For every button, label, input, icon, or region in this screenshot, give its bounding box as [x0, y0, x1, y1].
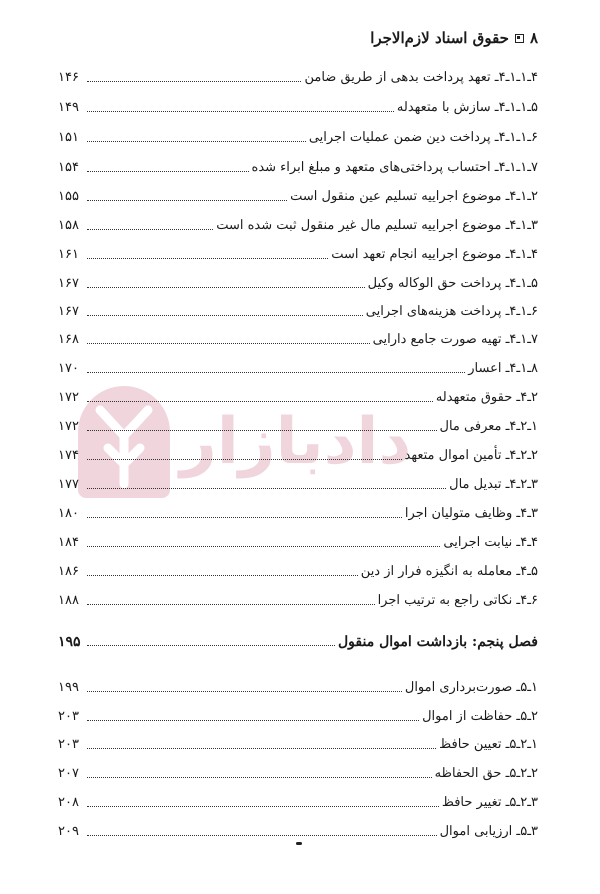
toc-page: ۱۶۷ — [58, 276, 79, 291]
toc-row[interactable] — [58, 413, 538, 435]
running-title: حقوق اسناد لازم‌الاجرا — [370, 29, 509, 47]
leader-dots — [87, 199, 287, 201]
toc-row[interactable] — [58, 731, 538, 753]
toc-page: ۱۵۱ — [58, 130, 79, 145]
toc-page: ۱۵۴ — [58, 160, 79, 175]
toc-title: ۳ـ۴ـ وظایف متولیان اجرا — [404, 506, 538, 521]
toc-chapter-title: فصل پنجم: بازداشت اموال منقول — [338, 634, 538, 650]
leader-dots — [87, 458, 402, 460]
toc-row[interactable] — [58, 270, 538, 292]
toc-title: ۶ـ۴ـ نکاتی راجع به ترتیب اجرا — [377, 593, 538, 608]
toc-page: ۱۶۷ — [58, 304, 79, 319]
toc-title: ۷ـ۱ـ۱ـ۴ـ احتساب پرداختی‌های متعهد و مبلغ ابراء شده — [251, 160, 538, 175]
toc-row[interactable] — [58, 326, 538, 348]
toc-page: ۲۰۹ — [58, 824, 79, 839]
toc-row[interactable] — [58, 94, 538, 116]
leader-dots — [87, 603, 375, 605]
page-number: ۸ — [529, 29, 538, 47]
toc-page: ۱۷۲ — [58, 390, 79, 405]
toc-row[interactable] — [58, 442, 538, 464]
toc-title: ۵ـ۱ـ۴ـ پرداخت حق الوکاله وکیل — [367, 276, 538, 291]
toc-row[interactable] — [58, 212, 538, 234]
toc-row[interactable] — [58, 818, 538, 840]
toc-row[interactable] — [58, 124, 538, 146]
leader-dots — [87, 80, 301, 82]
toc-title: ۴ـ۱ـ۱ـ۴ـ تعهد پرداخت بدهی از طریق ضامن — [304, 70, 538, 85]
leader-dots — [87, 170, 249, 172]
leader-dots — [87, 545, 440, 547]
toc-page: ۱۸۸ — [58, 593, 79, 608]
toc-title: ۴ـ۴ـ نیابت اجرایی — [443, 535, 538, 550]
toc-page: ۱۸۰ — [58, 506, 79, 521]
toc-row[interactable] — [58, 529, 538, 551]
toc-row[interactable] — [58, 64, 538, 86]
toc-page: ۱۷۷ — [58, 477, 79, 492]
toc-title: ۳ـ۱ـ۴ـ موضوع اجراییه تسلیم مال غیر منقول ثبت شده است — [216, 218, 538, 233]
toc-row[interactable] — [58, 703, 538, 725]
leader-dots — [87, 400, 433, 402]
toc-title: ۶ـ۱ـ۱ـ۴ـ پرداخت دین ضمن عملیات اجرایی — [308, 130, 538, 145]
leader-dots — [87, 719, 419, 721]
toc-title: ۵ـ۱ـ۱ـ۴ـ سازش با متعهدله — [396, 100, 538, 115]
toc-title: ۱ـ۲ـ۴ـ معرفی مال — [439, 419, 538, 434]
toc-page: ۲۰۳ — [58, 709, 79, 724]
toc-page: ۱۹۵ — [58, 634, 81, 650]
toc-row[interactable] — [58, 298, 538, 320]
toc-title: ۲ـ۲ـ۵ـ حق الحفاظه — [434, 766, 538, 781]
toc-title: ۳ـ۵ـ ارزیابی اموال — [439, 824, 538, 839]
toc-title: ۱ـ۲ـ۵ـ تعیین حافظ — [439, 737, 538, 752]
watermark-text: دادبازار — [180, 405, 412, 479]
toc-row[interactable] — [58, 558, 538, 580]
toc-title: ۴ـ۱ـ۴ـ موضوع اجراییه انجام تعهد است — [331, 247, 538, 262]
toc-row[interactable] — [58, 500, 538, 522]
toc-page: ۱۷۴ — [58, 448, 79, 463]
toc-row[interactable] — [58, 154, 538, 176]
toc-row[interactable] — [58, 674, 538, 696]
toc-page: ۲۰۸ — [58, 795, 79, 810]
leader-dots — [87, 286, 365, 288]
leader-dots — [87, 690, 402, 692]
toc-row[interactable] — [58, 760, 538, 782]
toc-row[interactable] — [58, 789, 538, 811]
toc-title: ۳ـ۲ـ۵ـ تغییر حافظ — [441, 795, 538, 810]
leader-dots — [87, 776, 432, 778]
leader-dots — [87, 747, 436, 749]
page-header — [60, 26, 538, 50]
toc-title: ۲ـ۲ـ۴ـ تأمین اموال متعهد — [404, 448, 538, 463]
toc-row[interactable] — [58, 384, 538, 406]
toc-page: ۱۴۹ — [58, 100, 79, 115]
leader-dots — [87, 257, 328, 259]
toc-row[interactable] — [58, 355, 538, 377]
leader-dots — [87, 140, 306, 142]
toc-page: ۱۹۹ — [58, 680, 79, 695]
leader-dots — [87, 644, 335, 646]
toc-title: ۲ـ۵ـ حفاظت از اموال — [422, 709, 538, 724]
toc-title: ۱ـ۵ـ صورت‌برداری اموال — [404, 680, 538, 695]
toc-title: ۲ـ۱ـ۴ـ موضوع اجراییه تسلیم عین منقول است — [290, 189, 538, 204]
toc-chapter-row[interactable] — [58, 628, 538, 650]
toc-title: ۳ـ۲ـ۴ـ تبدیل مال — [449, 477, 538, 492]
leader-dots — [87, 110, 394, 112]
leader-dots — [87, 429, 437, 431]
toc-page: ۱۴۶ — [58, 70, 79, 85]
toc-page: ۱۵۵ — [58, 189, 79, 204]
leader-dots — [87, 805, 439, 807]
toc-page: ۱۸۴ — [58, 535, 79, 550]
leader-dots — [87, 487, 446, 489]
leader-dots — [87, 574, 358, 576]
leader-dots — [87, 314, 363, 316]
toc-row[interactable] — [58, 241, 538, 263]
leader-dots — [87, 834, 437, 836]
toc-title: ۶ـ۱ـ۴ـ پرداخت هزینه‌های اجرایی — [365, 304, 538, 319]
toc-page: ۱۶۱ — [58, 247, 79, 262]
leader-dots — [87, 228, 213, 230]
toc-page: ۱۵۸ — [58, 218, 79, 233]
toc-page: ۲۰۳ — [58, 737, 79, 752]
toc-title: ۸ـ۱ـ۴ـ اعسار — [468, 361, 538, 376]
toc-page: ۱۶۸ — [58, 332, 79, 347]
toc-page: ۲۰۷ — [58, 766, 79, 781]
leader-dots — [87, 516, 402, 518]
toc-row[interactable] — [58, 183, 538, 205]
toc-title: ۷ـ۱ـ۴ـ تهیه صورت جامع دارایی — [372, 332, 538, 347]
square-bullet-icon — [515, 34, 524, 43]
toc-page: ۱۷۰ — [58, 361, 79, 376]
toc-page: ۱۷۲ — [58, 419, 79, 434]
footer-mark — [296, 842, 302, 845]
toc-row[interactable] — [58, 587, 538, 609]
leader-dots — [87, 342, 370, 344]
toc-page: ۱۸۶ — [58, 564, 79, 579]
toc-title: ۵ـ۴ـ معامله به انگیزه فرار از دین — [360, 564, 538, 579]
toc-title: ۲ـ۴ـ حقوق متعهدله — [435, 390, 538, 405]
toc-row[interactable] — [58, 471, 538, 493]
leader-dots — [87, 371, 465, 373]
